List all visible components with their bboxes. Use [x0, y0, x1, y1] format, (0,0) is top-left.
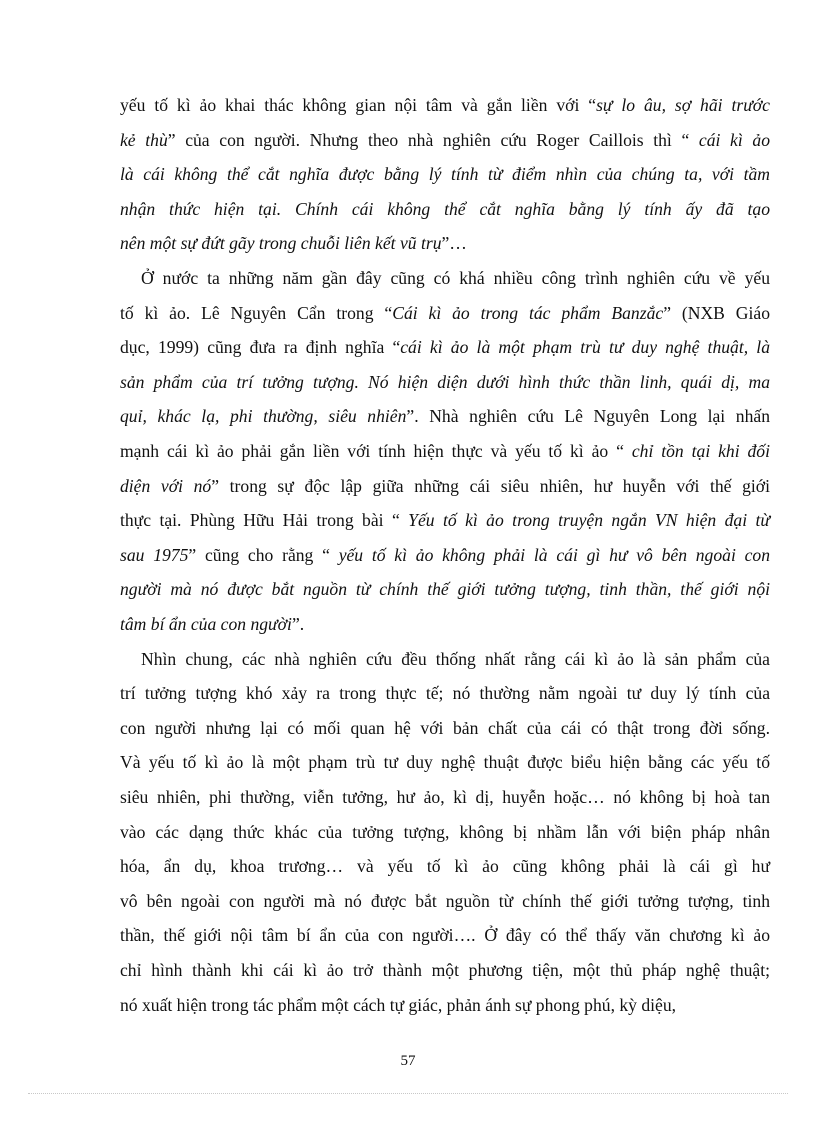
text-line	[120, 130, 770, 164]
text: ” của con người. Nhưng theo nhà nghiên cứu Roger Caillois thì “	[167, 129, 699, 150]
text-line	[120, 579, 770, 613]
italic-text: sản phẩm của trí tưởng tượng. Nó hiện diện dưới hình thức thần linh, quái dị, ma	[120, 371, 770, 392]
text: ” (NXB Giáo	[663, 302, 770, 323]
italic-text: kẻ thù	[120, 129, 168, 150]
italic-text: là cái không thể cắt nghĩa được bằng lý tính từ điểm nhìn của chúng ta, với tầm	[120, 164, 770, 185]
text-line	[120, 995, 770, 1029]
text: tố kì ảo. Lê Nguyên Cẩn trong “	[120, 302, 393, 323]
text-line	[120, 683, 770, 717]
italic-text: người mà nó được bắt nguồn từ chính thế giới tưởng tượng, tinh thần, thế giới nội	[120, 579, 770, 600]
italic-text: cái kì ảo	[698, 129, 770, 150]
text: hóa, ẩn dụ, khoa trương… và yếu tố kì ảo cũng không phải là cái gì hư	[120, 856, 770, 877]
text: vô bên ngoài con người mà nó được bắt nguồn từ chính thế giới tưởng tượng, tinh	[120, 890, 770, 911]
text: con người nhưng lại có mối quan hệ với bản chất của cái có thật trong đời sống.	[120, 717, 770, 738]
italic-text: diện với nó	[120, 475, 212, 496]
text: ” trong sự độc lập giữa những cái siêu nhiên, hư huyễn với thế giới	[211, 475, 770, 496]
text-line	[120, 233, 770, 267]
text-line	[120, 614, 770, 648]
text: ”…	[441, 233, 467, 254]
text: dục, 1999) cũng đưa ra định nghĩa “	[120, 337, 401, 358]
text-line	[120, 545, 770, 579]
text: Ở nước ta những năm gần đây cũng có khá nhiều công trình nghiên cứu về yếu	[141, 268, 770, 288]
text: ”. Nhà nghiên cứu Lê Nguyên Long lại nhấn	[406, 406, 770, 427]
text-line	[120, 891, 770, 925]
text-line	[120, 199, 770, 233]
text-line	[120, 95, 770, 129]
text-line	[120, 164, 770, 198]
text-line	[141, 649, 770, 683]
italic-text: quỉ, khác lạ, phi thường, siêu nhiên	[120, 406, 407, 427]
text-line	[120, 510, 770, 544]
text-line	[120, 752, 770, 786]
text: siêu nhiên, phi thường, viễn tưởng, hư ảo, kì dị, huyễn hoặc… nó không bị hoà tan	[120, 787, 770, 807]
text-line	[120, 406, 770, 440]
page-bottom-border	[28, 1093, 788, 1094]
text-line	[120, 337, 770, 371]
text: ”.	[291, 614, 305, 634]
italic-text: nên một sự đứt gãy trong chuỗi liên kết vũ trụ	[120, 233, 442, 254]
italic-text: sự lo âu, sợ hãi trước	[596, 95, 770, 115]
text-line	[120, 960, 770, 994]
text: trí tưởng tượng khó xảy ra trong thực tế; nó thường nằm ngoài tư duy lý tính của	[120, 683, 770, 704]
text: nó xuất hiện trong tác phẩm một cách tự giác, phản ánh sự phong phú, kỳ diệu,	[120, 994, 677, 1015]
text-line	[120, 856, 770, 890]
italic-text: Yếu tố kì ảo trong truyện ngắn VN hiện đại từ	[408, 510, 770, 531]
text-line	[120, 441, 770, 475]
text-line	[120, 822, 770, 856]
text-line	[120, 476, 770, 510]
text: thực tại. Phùng Hữu Hải trong bài “	[120, 510, 409, 531]
italic-text: cái kì ảo là một phạm trù tư duy nghệ thuật, là	[400, 337, 770, 358]
text: thần, thế giới nội tâm bí ẩn của con người…. Ở đây có thể thấy văn chương kì ảo	[120, 925, 770, 946]
italic-text: Cái kì ảo trong tác phẩm Banzắc	[392, 302, 664, 323]
text: yếu tố kì ảo khai thác không gian nội tâm và gắn liền với “	[120, 95, 597, 115]
text: Và yếu tố kì ảo là một phạm trù tư duy nghệ thuật được biểu hiện bằng các yếu tố	[120, 752, 770, 773]
text-line	[120, 787, 770, 821]
text-line	[141, 268, 770, 302]
text: ” cũng cho rằng “	[188, 544, 339, 565]
text: Nhìn chung, các nhà nghiên cứu đều thống nhất rằng cái kì ảo là sản phẩm của	[141, 648, 770, 669]
text: mạnh cái kì ảo phải gắn liền với tính hiện thực và yếu tố kì ảo “	[120, 441, 632, 461]
italic-text: yếu tố kì ảo không phải là cái gì hư vô bên ngoài con	[338, 544, 770, 565]
text-line	[120, 718, 770, 752]
italic-text: nhận thức hiện tại. Chính cái không thể cắt nghĩa bằng lý tính ấy đã tạo	[120, 198, 770, 219]
text-line	[120, 372, 770, 406]
italic-text: sau 1975	[120, 544, 189, 565]
text-line	[120, 303, 770, 337]
text: vào các dạng thức khác của tưởng tượng, không bị nhầm lẫn với biện pháp nhân	[120, 821, 770, 842]
italic-text: chỉ tồn tại khi đối	[631, 441, 770, 461]
text: chỉ hình thành khi cái kì ảo trở thành một phương tiện, một thủ pháp nghệ thuật;	[120, 960, 770, 980]
italic-text: tâm bí ẩn của con người	[120, 614, 292, 634]
text-line	[120, 925, 770, 959]
page-number: 57	[400, 1053, 416, 1069]
